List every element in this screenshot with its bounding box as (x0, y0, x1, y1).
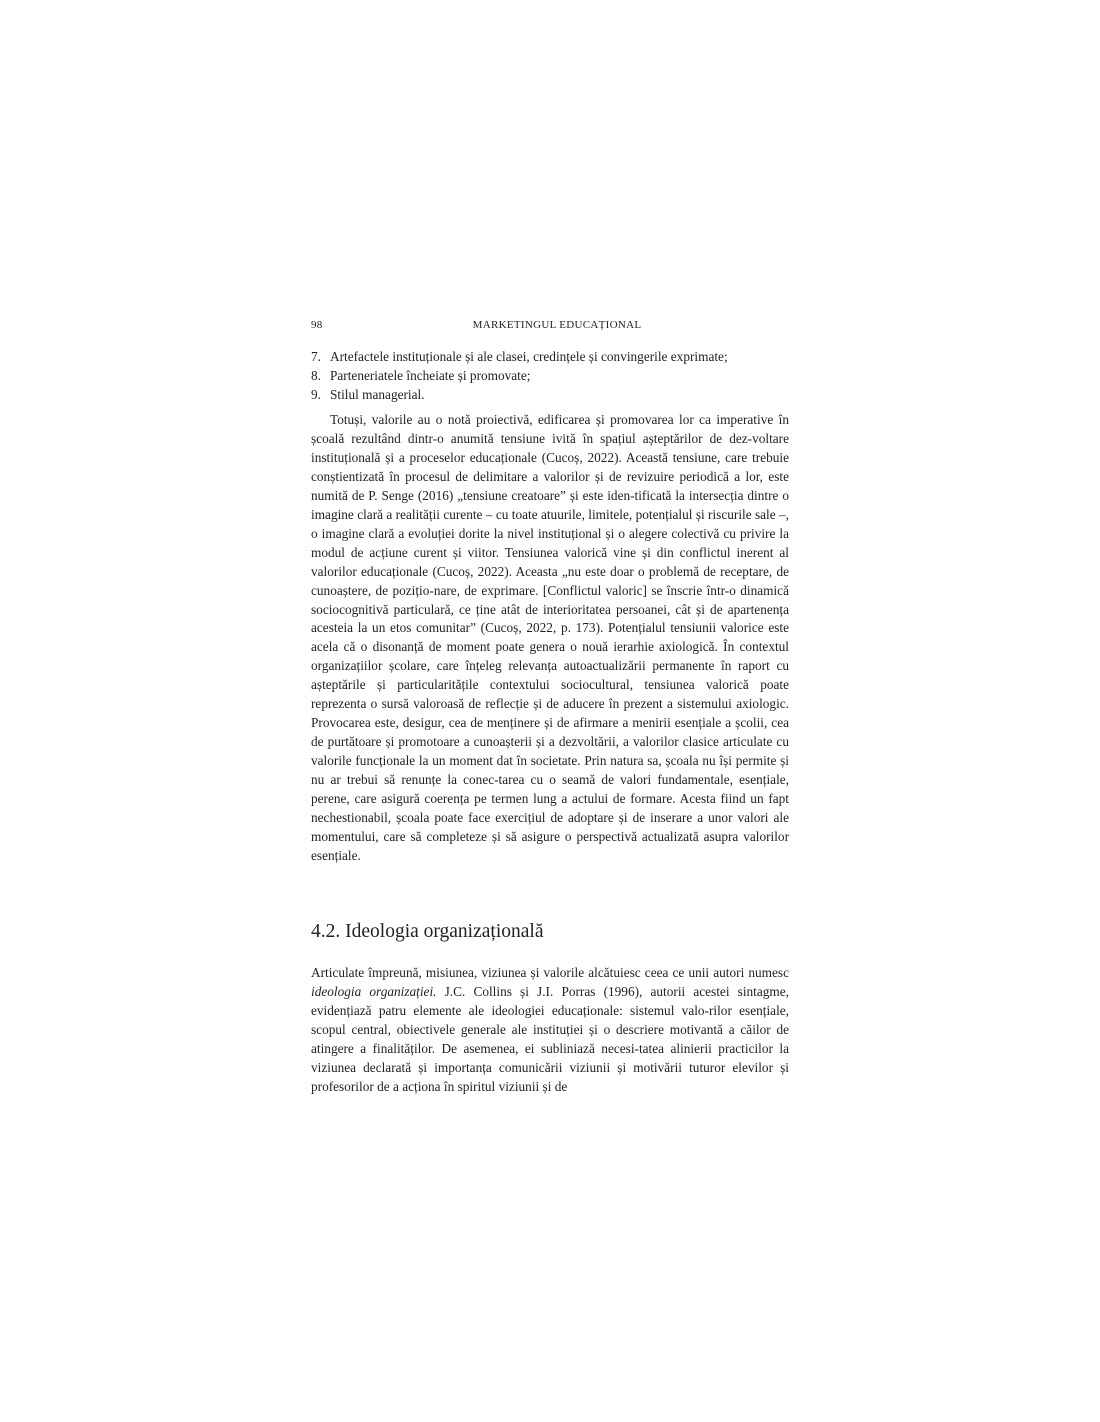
body-paragraph-values-tension: Totuși, valorile au o notă proiectivă, edificarea și promovarea lor ca imperative în școală rezultând dintr-o anumită tensiune ivită în spațiul așteptărilor de dez-voltare instituțională și a proceselor educaționale (Cucoș, 2022). Această tensiune, care trebuie conștientizată în procesul de delimitare a valorilor și de revizuire periodică a lor, este numită de P. Senge (2016) „tensiune creatoare” și este iden-tificată la intersecția dintre o imagine clară a realității curente – cu toate atuurile, limitele, potențialul și riscurile sale –, o imagine clară a evoluției dorite la nivel instituțional și o alegere colectivă cu privire la modul de acțiune curent și viitor. Tensiunea valorică vine și din conflictul inerent al valorilor educaționale (Cucoș, 2022). Aceasta „nu este doar o problemă de receptare, de cunoaștere, de pozițio-nare, de exprimare. [Conflictul valoric] se înscrie într-o dinamică sociocognitivă particulară, ce ține atât de interioritatea persoanei, cât și de apartenența acesteia la un etos comunitar” (Cucoș, 2022, p. 173). Potențialul tensiunii valorice este acela că o disonanță de moment poate genera o nouă ierarhie axiologică. În contextul organizațiilor școlare, care înțeleg relevanța autoactualizării permanente în raport cu așteptările și particularitățile contextului sociocultural, tensiunea valorică poate reprezenta o sursă valoroasă de reflecție și de aducere în prezent a sistemului axiologic. Provocarea este, desigur, cea de menținere și de afirmare a menirii esențiale a școlii, cea de purtătoare și promotoare a cunoașterii și a dezvoltării, a valorilor clasice articulate cu valorile funcționale la un moment dat în societate. Prin natura sa, școala nu își permite și nu ar trebui să renunțe la conec-tarea cu o seamă de valori fundamentale, esențiale, perene, care asigură coerența pe termen lung a actului de formare. Acesta fiind un fapt nechestionabil, școala poate face exercițiul de adoptare și de inserare a unor valori ale momentului, care să completeze și să asigure o perspectivă actualizată asupra valorilor esențiale. (311, 412, 789, 863)
numbered-list (311, 347, 789, 404)
list-item (311, 347, 789, 366)
list-item (311, 385, 789, 404)
page-number: 98 (311, 319, 323, 331)
body-paragraph-ideology (311, 964, 789, 1097)
list-item-number: 7. (311, 349, 321, 364)
running-title: MARKETINGUL EDUCAȚIONAL (472, 319, 642, 331)
list-item-text: Parteneriatele încheiate și promovate; (330, 368, 531, 383)
list-item-text: Stilul managerial. (330, 387, 425, 402)
paragraph-text: J.C. Collins și J.I. Porras (1996), autorii acestei sintagme, evidențiază patru elemente ale ideologiei educaționale: sistemul valo-rilor esențiale, scopul central, obiectivele generale ale instituției și o descriere motivantă a căilor de atingere a finalităților. De asemenea, ei subliniază necesi-tatea alinierii practicilor la viziunea declarată și importanța comunicării viziunii și motivării tuturor elevilor și profesorilor de a acționa în spiritul viziunii și de (311, 983, 789, 1094)
paragraph-text: Articulate împreună, misiunea, viziunea și valorile alcătuiesc ceea ce unii autori numesc (311, 965, 789, 980)
section-heading: 4.2. Ideologia organizațională (311, 921, 544, 942)
page-header (311, 319, 789, 335)
list-item-number: 8. (311, 368, 321, 383)
italic-term: ideologia organizației. (311, 983, 437, 999)
list-item (311, 366, 789, 385)
list-item-text: Artefactele instituționale și ale clasei, credințele și convingerile exprimate; (330, 349, 728, 364)
list-item-number: 9. (311, 387, 321, 402)
